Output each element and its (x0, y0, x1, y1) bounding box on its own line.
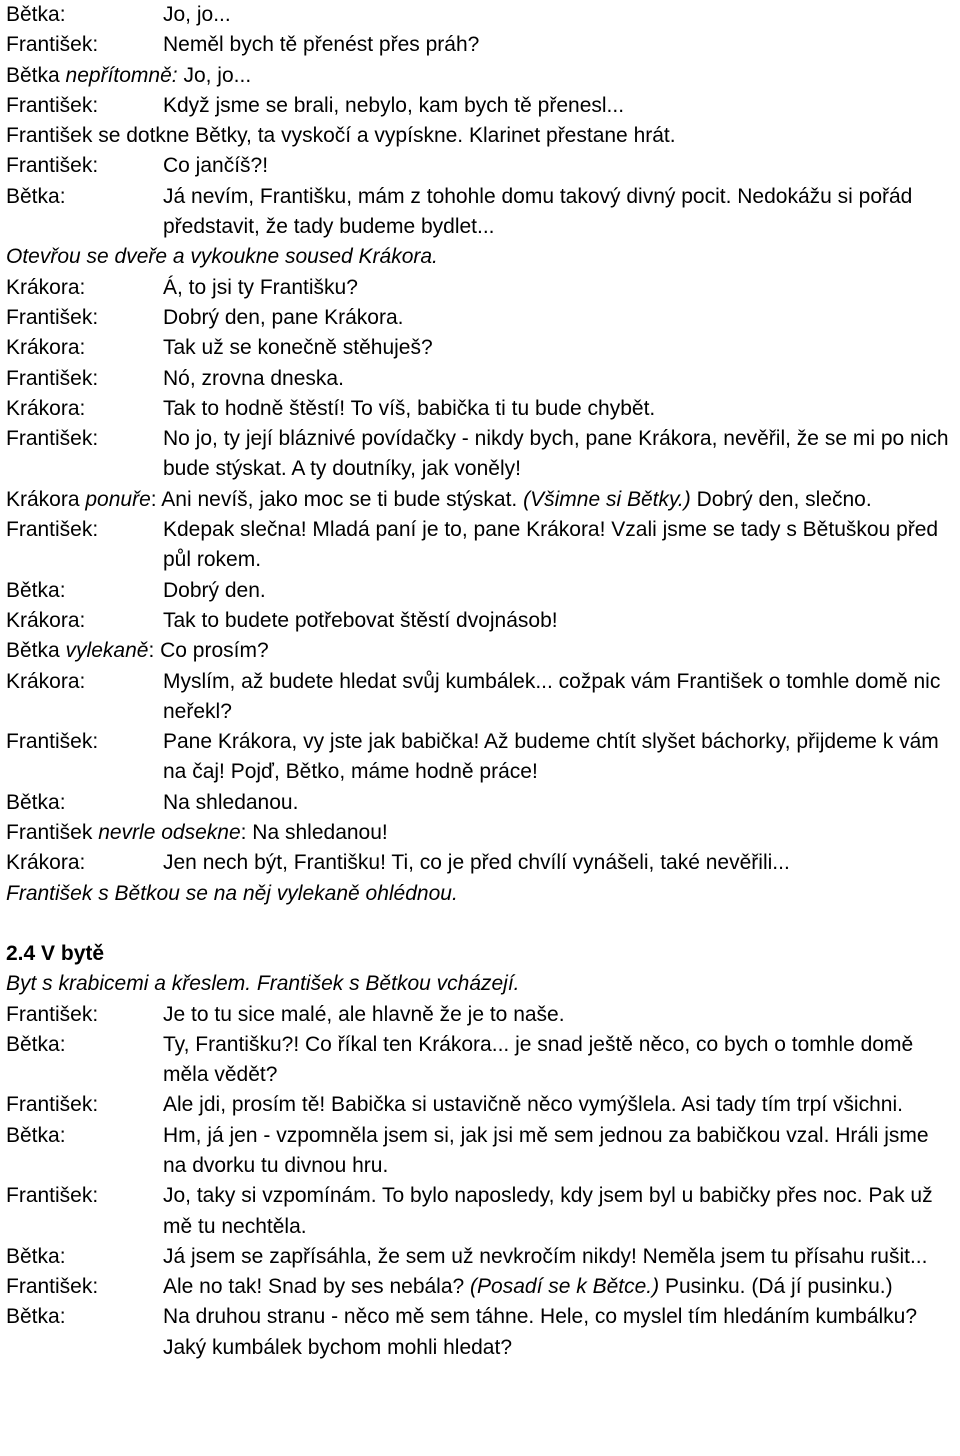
dialogue-line (6, 1181, 954, 1242)
dialogue-text: Co jančíš?! (163, 154, 269, 178)
dialogue-line (6, 1030, 954, 1091)
stage-direction: Otevřou se dveře a vykoukne soused Krákora. (6, 245, 438, 269)
dialogue-line (6, 364, 954, 394)
speaker-name: Krákora: (6, 608, 86, 632)
dialogue-line (6, 1242, 954, 1272)
dialogue-line (6, 424, 954, 485)
dialogue-text: Ty, Františku?! Co říkal ten Krákora... je snad ještě něco, co bych o tomhle domě měla vědět? (163, 1032, 914, 1087)
dialogue-line (6, 1090, 954, 1120)
dialogue-text: Jo, taky si vzpomínám. To bylo naposledy, kdy jsem byl u babičky přes noc. Pak už mě tu nechtěla. (163, 1184, 933, 1238)
script-part-1 (6, 0, 954, 909)
dialogue-text: Hm, já jen - vzpomněla jsem si, jak jsi mě sem jednou za babičkou vzal. Hráli jsme na dvorku tu divnou hru. (163, 1123, 929, 1177)
dialogue-text: Když jsme se brali, nebylo, kam bych tě přenesl... (163, 93, 625, 117)
speaker-name: František: (6, 366, 99, 390)
dialogue-line (6, 848, 954, 878)
dialogue-line (6, 515, 954, 576)
stage-direction: Byt s krabicemi a křeslem. František s Bětkou vcházejí. (6, 972, 520, 996)
dialogue-text: Krákora (6, 487, 86, 511)
dialogue-line (6, 1121, 954, 1182)
speaker-name: František: (6, 1275, 99, 1299)
dialogue-text: Na druhou stranu - něco mě sem táhne. Hele, co myslel tím hledáním kumbálku? Jaký kumbálek bychom mohli hledat? (163, 1305, 918, 1359)
dialogue-text: : Na shledanou! (240, 821, 388, 845)
dialogue-line (6, 273, 954, 303)
dialogue-text: Bětka (6, 639, 66, 663)
dialogue-line (6, 182, 954, 243)
stage-direction: (Všimne si Bětky.) (523, 487, 691, 511)
dialogue-text: Pusinku. (Dá jí pusinku.) (659, 1275, 893, 1299)
dialogue-line (6, 151, 954, 181)
speaker-name: František: (6, 1002, 99, 1026)
dialogue-line (6, 394, 954, 424)
speaker-name: František: (6, 154, 99, 178)
dialogue-text: Tak to budete potřebovat štěstí dvojnásob! (163, 608, 558, 632)
stage-direction: nepřítomně: (65, 63, 178, 87)
section-heading: 2.4 V bytě (6, 941, 105, 965)
dialogue-text: : Ani nevíš, jako moc se ti bude stýskat. (150, 487, 524, 511)
dialogue-text: Dobrý den. (163, 578, 266, 602)
dialogue-text: Á, to jsi ty Františku? (163, 275, 358, 299)
dialogue-text: Myslím, až budete hledat svůj kumbálek... cožpak vám František o tomhle domě nic neřekl? (163, 669, 941, 723)
dialogue-text: : Co prosím? (148, 639, 269, 663)
dialogue-text: Já jsem se zapřísáhla, že sem už nevkročím nikdy! Neměla jsem tu přísahu rušit... (163, 1244, 928, 1268)
stage-direction: nevrle odsekne (98, 821, 241, 845)
dialogue-line (6, 667, 954, 728)
dialogue-line (6, 30, 954, 60)
dialogue-line (6, 636, 954, 666)
dialogue-text: Neměl bych tě přenést přes práh? (163, 33, 480, 57)
dialogue-line (6, 818, 954, 848)
speaker-name: Bětka: (6, 1032, 66, 1056)
speaker-name: František: (6, 1184, 99, 1208)
speaker-name: Krákora: (6, 396, 86, 420)
dialogue-line (6, 485, 954, 515)
speaker-name: Bětka: (6, 790, 66, 814)
speaker-name: Krákora: (6, 275, 86, 299)
speaker-name: František: (6, 518, 99, 542)
speaker-name: František: (6, 730, 99, 754)
dialogue-text: Dobrý den, pane Krákora. (163, 305, 404, 329)
speaker-name: Bětka: (6, 1244, 66, 1268)
dialogue-line (6, 303, 954, 333)
dialogue-text: Kdepak slečna! Mladá paní je to, pane Krákora! Vzali jsme se tady s Bětuškou před půl rokem. (163, 518, 939, 572)
stage-direction: František s Bětkou se na něj vylekaně ohlédnou. (6, 881, 458, 905)
dialogue-line (6, 788, 954, 818)
dialogue-line (6, 727, 954, 788)
dialogue-text: Jo, jo... (163, 3, 231, 26)
narration-line: František se dotkne Bětky, ta vyskočí a vypískne. Klarinet přestane hrát. (6, 124, 676, 148)
speaker-name: František: (6, 305, 99, 329)
dialogue-line (6, 1272, 954, 1302)
dialogue-text: Pane Krákora, vy jste jak babička! Až budeme chtít slyšet báchorky, přijdeme k vám na čaj! Pojď, Bětko, máme hodně práce! (163, 730, 939, 784)
dialogue-line (6, 61, 954, 91)
dialogue-line (6, 91, 954, 121)
dialogue-text: Bětka (6, 63, 66, 87)
dialogue-text: No jo, ty její bláznivé povídačky - nikdy bych, pane Krákora, nevěřil, že se mi po nich bude stýskat. A ty doutníky, jak voněly! (163, 427, 949, 481)
speaker-name: Bětka: (6, 1123, 66, 1147)
dialogue-text: Jen nech být, Františku! Ti, co je před chvílí vynášeli, také nevěřili... (163, 851, 790, 875)
speaker-name: Bětka: (6, 184, 66, 208)
speaker-name: Bětka: (6, 1305, 66, 1329)
speaker-name: František: (6, 1093, 99, 1117)
speaker-name: Bětka: (6, 3, 66, 26)
stage-direction: ponuře (85, 487, 151, 511)
dialogue-line (6, 1000, 954, 1030)
speaker-name: František: (6, 33, 99, 57)
speaker-name: Bětka: (6, 578, 66, 602)
dialogue-text: Nó, zrovna dneska. (163, 366, 344, 390)
dialogue-text: Na shledanou. (163, 790, 299, 814)
script-part-2 (6, 969, 954, 1363)
dialogue-text: Ale no tak! Snad by ses nebála? (163, 1275, 471, 1299)
dialogue-line (6, 333, 954, 363)
speaker-name: František: (6, 93, 99, 117)
stage-direction: vylekaně (65, 639, 149, 663)
blank-line (6, 909, 954, 939)
dialogue-text: Já nevím, Františku, mám z tohohle domu takový divný pocit. Nedokážu si pořád představit, že tady budeme bydlet... (163, 184, 913, 239)
speaker-name: Krákora: (6, 851, 86, 875)
dialogue-text: František (6, 821, 99, 845)
dialogue-text: Je to tu sice malé, ale hlavně že je to naše. (163, 1002, 565, 1026)
dialogue-line (6, 606, 954, 636)
dialogue-line (6, 576, 954, 606)
dialogue-line (6, 1302, 954, 1363)
dialogue-text: Ale jdi, prosím tě! Babička si ustavičně něco vymýšlela. Asi tady tím trpí všichni. (163, 1093, 903, 1117)
speaker-name: Krákora: (6, 669, 86, 693)
dialogue-text: Tak už se konečně stěhuješ? (163, 336, 433, 360)
dialogue-text: Jo, jo... (177, 63, 252, 87)
dialogue-text: Dobrý den, slečno. (690, 487, 872, 511)
stage-direction: (Posadí se k Bětce.) (470, 1275, 660, 1299)
dialogue-line (6, 0, 954, 30)
dialogue-text (163, 1272, 954, 1302)
speaker-name: Krákora: (6, 336, 86, 360)
speaker-name: František: (6, 427, 99, 451)
dialogue-text: Tak to hodně štěstí! To víš, babička ti tu bude chybět. (163, 396, 656, 420)
